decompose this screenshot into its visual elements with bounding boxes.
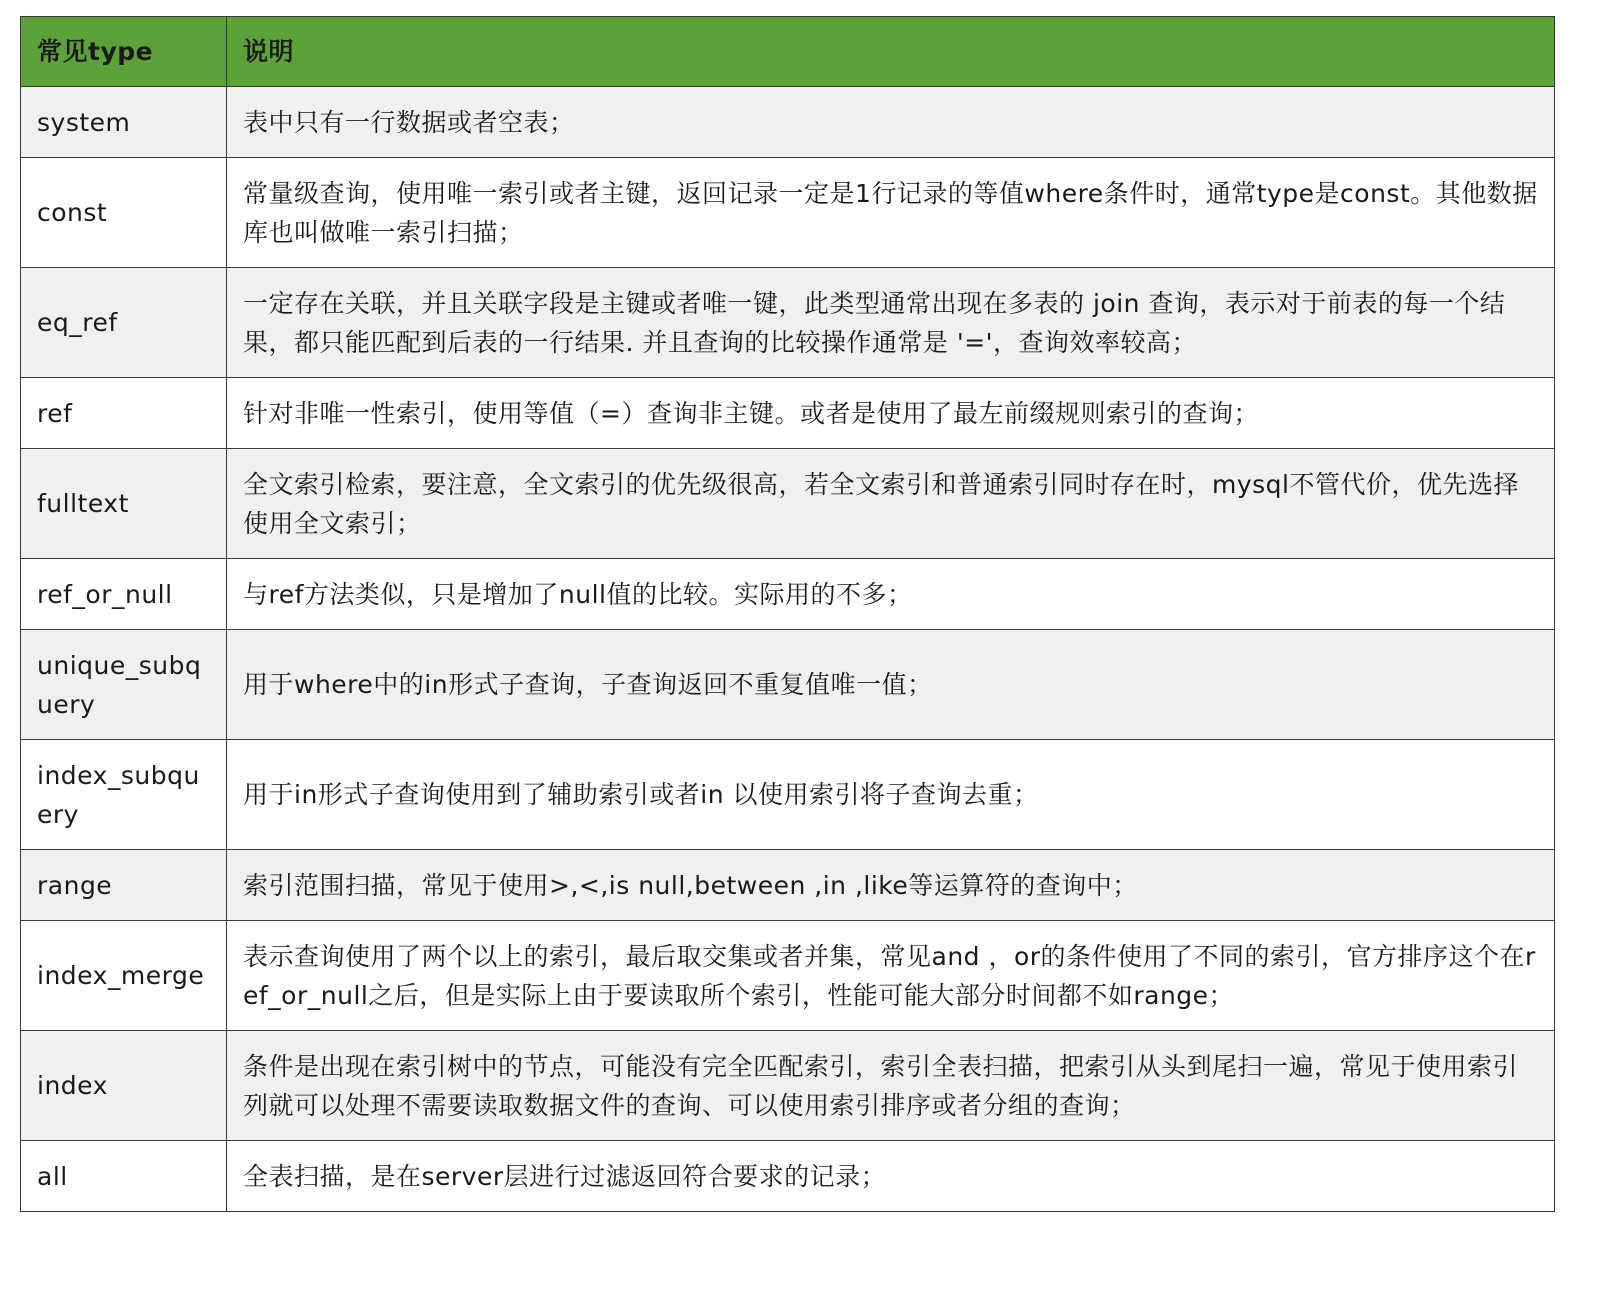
table-row [21, 921, 1555, 1031]
description-cell: 条件是出现在索引树中的节点，可能没有完全匹配索引，索引全表扫描，把索引从头到尾扫一遍，常见于使用索引列就可以处理不需要读取数据文件的查询、可以使用索引排序或者分组的查询； [227, 1031, 1555, 1141]
table-row [21, 1141, 1555, 1212]
type-cell: unique_subquery [21, 630, 227, 740]
table-row [21, 1031, 1555, 1141]
type-cell: fulltext [21, 449, 227, 559]
type-cell: eq_ref [21, 268, 227, 378]
table-row [21, 268, 1555, 378]
table-header-row [21, 17, 1555, 87]
type-cell: index_subquery [21, 740, 227, 850]
description-cell: 表中只有一行数据或者空表； [227, 87, 1555, 158]
explain-type-table [20, 16, 1555, 1212]
description-cell: 用于where中的in形式子查询，子查询返回不重复值唯一值； [227, 630, 1555, 740]
type-cell: ref [21, 378, 227, 449]
table-row [21, 158, 1555, 268]
description-cell: 一定存在关联，并且关联字段是主键或者唯一键，此类型通常出现在多表的 join 查询，表示对于前表的每一个结果，都只能匹配到后表的一行结果. 并且查询的比较操作通常是 '='，查询效率较高； [227, 268, 1555, 378]
header-description: 说明 [227, 17, 1555, 87]
description-cell: 全表扫描，是在server层进行过滤返回符合要求的记录； [227, 1141, 1555, 1212]
header-type: 常见type [21, 17, 227, 87]
type-cell: index_merge [21, 921, 227, 1031]
type-table-container [20, 16, 1554, 1212]
description-cell: 与ref方法类似，只是增加了null值的比较。实际用的不多； [227, 559, 1555, 630]
table-row [21, 449, 1555, 559]
type-cell: all [21, 1141, 227, 1212]
description-cell: 用于in形式子查询使用到了辅助索引或者in 以使用索引将子查询去重； [227, 740, 1555, 850]
type-cell: system [21, 87, 227, 158]
table-row [21, 850, 1555, 921]
table-row [21, 87, 1555, 158]
table-row [21, 740, 1555, 850]
description-cell: 全文索引检索，要注意，全文索引的优先级很高，若全文索引和普通索引同时存在时，mysql不管代价，优先选择使用全文索引； [227, 449, 1555, 559]
description-cell: 索引范围扫描，常见于使用>,<,is null,between ,in ,like等运算符的查询中； [227, 850, 1555, 921]
description-cell: 针对非唯一性索引，使用等值（=）查询非主键。或者是使用了最左前缀规则索引的查询； [227, 378, 1555, 449]
type-cell: index [21, 1031, 227, 1141]
table-row [21, 630, 1555, 740]
type-cell: const [21, 158, 227, 268]
table-row [21, 559, 1555, 630]
type-cell: range [21, 850, 227, 921]
table-row [21, 378, 1555, 449]
type-cell: ref_or_null [21, 559, 227, 630]
description-cell: 常量级查询，使用唯一索引或者主键，返回记录一定是1行记录的等值where条件时，通常type是const。其他数据库也叫做唯一索引扫描； [227, 158, 1555, 268]
description-cell: 表示查询使用了两个以上的索引，最后取交集或者并集，常见and ，or的条件使用了不同的索引，官方排序这个在ref_or_null之后，但是实际上由于要读取所个索引，性能可能大部分时间都不如range； [227, 921, 1555, 1031]
